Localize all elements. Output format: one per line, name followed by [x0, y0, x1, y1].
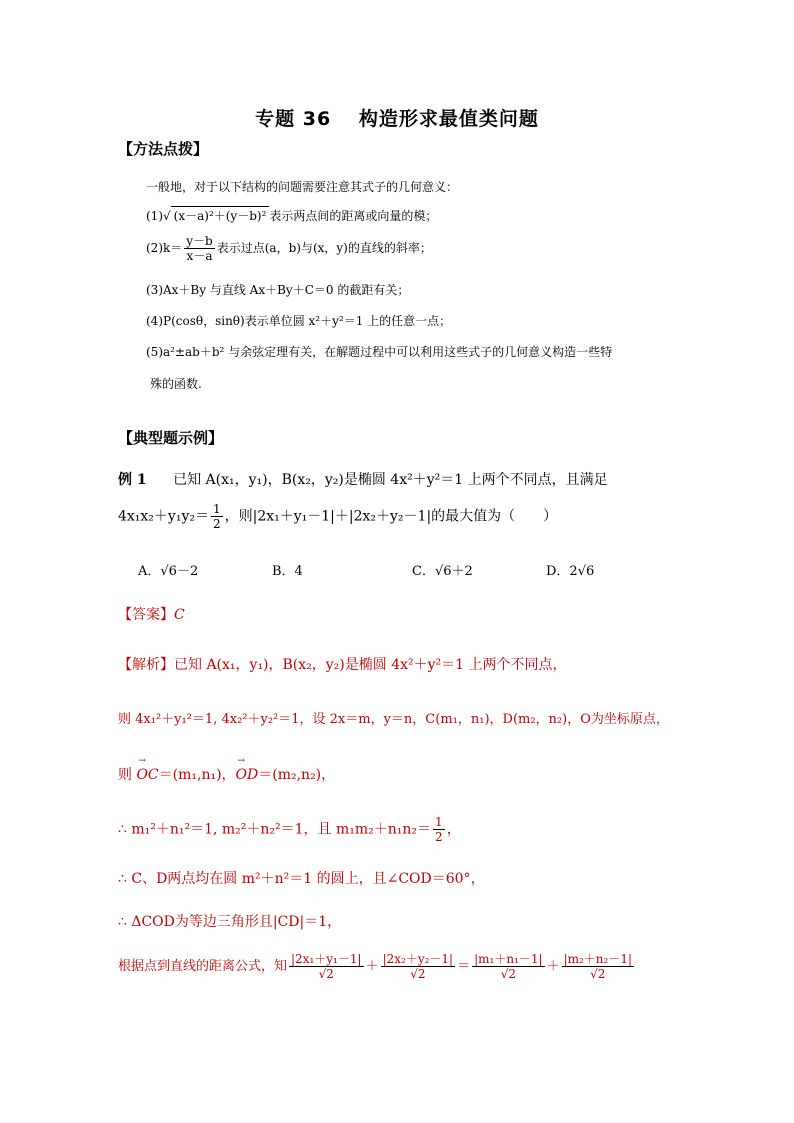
method-item-1-prefix: (1): [146, 209, 163, 223]
vector-oc: → OC: [136, 767, 158, 783]
fraction-denominator: √2: [590, 967, 606, 981]
fraction-denominator: 2: [435, 830, 443, 844]
method-section-heading: 【方法点拨】: [118, 140, 209, 158]
fraction-denominator: x－a: [186, 249, 213, 263]
fraction-numerator: |2x₁＋y₁－1|: [291, 952, 362, 966]
analysis-line-7: [118, 952, 636, 981]
method-item-5: (5)a²±ab＋b² 与余弦定理有关，在解题过程中可以利用这些式子的几何意义构造一些特: [146, 345, 613, 359]
example-1-text: 已知 A(x₁，y₁)，B(x₂，y₂)是椭圆 4x²＋y²＝1 上两个不同点，且满足: [173, 472, 608, 488]
distance-fraction-4: [562, 952, 634, 981]
method-item-1: [146, 206, 437, 224]
analysis-line-4: [118, 815, 461, 844]
method-intro: 一般地，对于以下结构的问题需要注意其式子的几何意义：: [146, 180, 459, 194]
fraction-denominator: √2: [500, 967, 516, 981]
vector-od: → OD: [236, 767, 259, 783]
fraction-numerator: |2x₂＋y₂－1|: [382, 952, 454, 966]
fraction-numerator: |m₁＋n₁－1|: [474, 952, 543, 966]
example-1-line-1: [118, 469, 608, 489]
analysis-3-oc-value: ＝(m₁,n₁)，: [158, 767, 236, 783]
page-title: 专题 36 构造形求最值类问题: [255, 108, 539, 130]
analysis-line-2: 则 4x₁²＋y₁²＝1, 4x₂²＋y₂²＝1，设 2x＝m，y＝n，C(m₁，n₁)，D(m₂，n₂)，O为坐标原点，: [118, 712, 669, 727]
example-1-condition: 4x₁x₂＋y₁y₂＝: [118, 508, 209, 525]
plus-sign: ＋: [365, 959, 379, 974]
method-item-1-expr: (x－a)²＋(y－b)²: [171, 206, 270, 224]
analysis-text-1: 已知 A(x₁，y₁)，B(x₂，y₂)是椭圆 4x²＋y²＝1 上两个不同点，: [174, 657, 567, 673]
choice-a: A．√6－2: [138, 564, 199, 579]
choice-d: D．2√6: [546, 564, 595, 579]
analysis-3-od-value: ＝(m₂,n₂)，: [258, 767, 336, 783]
analysis-label: 【解析】: [118, 657, 174, 673]
analysis-line-5: ∴ C、D两点均在圆 m²＋n²＝1 的圆上，且∠COD＝60°，: [118, 871, 485, 887]
equals-sign: ＝: [457, 959, 471, 974]
analysis-4-tail: ，: [446, 821, 461, 838]
method-item-4: (4)P(cosθ，sinθ)表示单位圆 x²＋y²＝1 上的任意一点；: [146, 314, 452, 328]
example-1-question: ，则|2x₁＋y₁－1|＋|2x₂＋y₂－1|的最大值为（ ）: [224, 508, 558, 525]
example-1-fraction: [211, 502, 223, 531]
fraction-denominator: √2: [318, 967, 334, 981]
fraction-denominator: √2: [410, 967, 426, 981]
analysis-7-text: 根据点到直线的距离公式，知: [118, 959, 288, 974]
answer-line: [118, 604, 185, 624]
analysis-line-6: ∴ ΔCOD为等边三角形且|CD|＝1，: [118, 914, 342, 930]
method-item-2-text: 表示过点(a，b)与(x，y)的直线的斜率；: [216, 241, 432, 255]
fraction-numerator: 1: [435, 815, 443, 829]
method-item-5-continued: 殊的函数.: [150, 377, 202, 391]
answer-value: C: [174, 607, 185, 623]
analysis-3-prefix: 则: [118, 767, 137, 783]
distance-fraction-2: [381, 952, 456, 981]
plus-sign: ＋: [546, 959, 560, 974]
method-item-3: (3)Ax＋By 与直线 Ax＋By＋C＝0 的截距有关；: [146, 283, 410, 297]
fraction-numerator: 1: [212, 502, 221, 516]
choice-c: C．√6＋2: [412, 564, 473, 579]
method-item-1-text: 表示两点间的距离或向量的模；: [269, 209, 438, 223]
sqrt-symbol: √: [163, 209, 171, 223]
choice-b: B．4: [272, 564, 303, 579]
analysis-line-3: [118, 764, 335, 784]
fraction-denominator: 2: [212, 517, 221, 531]
example-label: 例 1: [118, 472, 147, 488]
answer-label: 【答案】: [118, 607, 174, 623]
fraction-numerator: |m₂＋n₂－1|: [563, 952, 633, 966]
fraction-numerator: y－b: [186, 234, 213, 248]
method-item-2-fraction: [184, 234, 214, 263]
method-item-2: [146, 234, 432, 263]
distance-fraction-3: [472, 952, 544, 981]
analysis-4-text: ∴ m₁²＋n₁²＝1, m₂²＋n₂²＝1，且 m₁m₂＋n₁n₂＝: [118, 821, 432, 838]
analysis-4-fraction: [433, 815, 445, 844]
example-1-line-2: [118, 502, 557, 531]
example-section-heading: 【典型题示例】: [118, 429, 224, 447]
distance-fraction-1: [289, 952, 364, 981]
method-item-2-prefix: (2)k＝: [146, 241, 183, 255]
analysis-line-1: [118, 654, 567, 674]
